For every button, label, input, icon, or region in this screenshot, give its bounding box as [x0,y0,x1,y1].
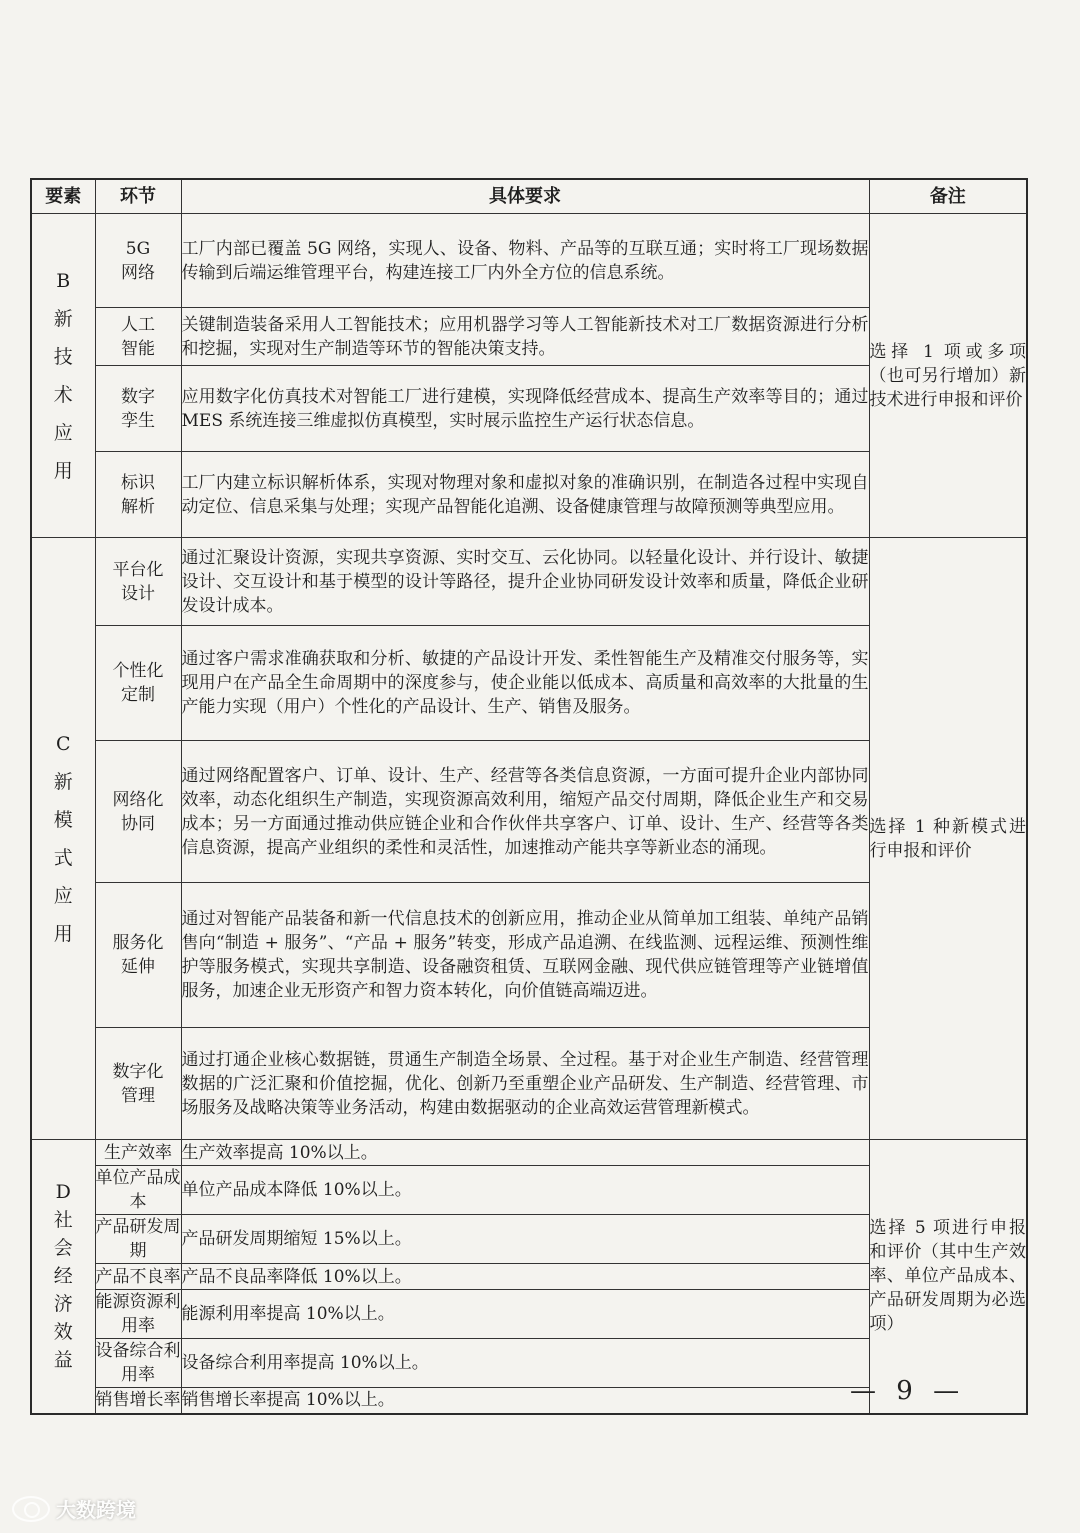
step-customization: 个性化 定制 [95,626,181,741]
step-digital-twin: 数字 孪生 [95,366,181,452]
step-5g-network: 5G 网络 [95,214,181,308]
step-rd-cycle: 产品研发周期 [95,1215,181,1264]
watermark-text: 大数跨境 [56,1498,136,1522]
table-row [31,1140,1027,1166]
requirements-table [30,178,1028,1415]
requirement-text: 工厂内建立标识解析体系，实现对物理对象和虚拟对象的准确识别，在制造各过程中实现自动定位、信息采集与处理；实现产品智能化追溯、设备健康管理与故障预测等典型应用。 [181,452,869,538]
table-header-row [31,179,1027,214]
header-step: 环节 [95,179,181,214]
requirement-text: 通过客户需求准确获取和分析、敏捷的产品设计开发、柔性智能生产及精准交付服务等，实现用户在产品全生命周期中的深度参与，使企业能以低成本、高质量和高效率的大批量的生产能力实现（用户）个性化的产品设计、生产、销售及服务。 [181,626,869,741]
step-network-collaboration: 网络化 协同 [95,741,181,883]
requirement-text: 通过对智能产品装备和新一代信息技术的创新应用，推动企业从简单加工组装、单纯产品销售向“制造 + 服务”、“产品 + 服务”转变，形成产品追溯、在线监测、远程运维、预测性维护等服务模式，实现共享制造、设备融资租赁、互联网金融、现代供应链管理等产业链增值服务，加速企业无形资产和智力资本转化，向价值链高端迈进。 [181,883,869,1028]
step-platform-design: 平台化 设计 [95,538,181,626]
note-b: 选择 1 项或多项（也可另行增加）新技术进行申报和评价 [869,214,1027,538]
step-defect-rate: 产品不良率 [95,1264,181,1290]
element-b: B 新 技 术 应 用 [31,214,95,538]
step-digital-management: 数字化 管理 [95,1028,181,1140]
step-sales-growth: 销售增长率 [95,1388,181,1414]
step-production-efficiency: 生产效率 [95,1140,181,1166]
step-energy-utilization: 能源资源利用率 [95,1290,181,1339]
page-number: — 9 — [850,1376,966,1406]
table-row [31,538,1027,626]
requirement-text: 工厂内部已覆盖 5G 网络，实现人、设备、物料、产品等的互联互通；实时将工厂现场数据传输到后端运维管理平台，构建连接工厂内外全方位的信息系统。 [181,214,869,308]
requirement-text: 销售增长率提高 10%以上。 [181,1388,869,1414]
requirement-text: 产品不良品率降低 10%以上。 [181,1264,869,1290]
watermark [12,1494,136,1523]
requirement-text: 通过网络配置客户、订单、设计、生产、经营等各类信息资源，一方面可提升企业内部协同效率，动态化组织生产制造，实现资源高效利用，缩短产品交付周期，降低企业生产和交易成本；另一方面通过推动供应链企业和合作伙伴共享客户、订单、设计、生产、经营等各类信息资源，提高产业组织的柔性和灵活性，加速推动产能共享等新业态的涌现。 [181,741,869,883]
step-ai: 人工 智能 [95,308,181,366]
requirement-text: 通过汇聚设计资源，实现共享资源、实时交互、云化协同。以轻量化设计、并行设计、敏捷设计、交互设计和基于模型的设计等路径，提升企业协同研发设计效率和质量，降低企业研发设计成本。 [181,538,869,626]
element-d: D 社 会 经 济 效 益 [31,1140,95,1414]
element-c: C 新 模 式 应 用 [31,538,95,1140]
note-c: 选择 1 种新模式进行申报和评价 [869,538,1027,1140]
step-identifier-resolution: 标识 解析 [95,452,181,538]
requirement-text: 应用数字化仿真技术对智能工厂进行建模，实现降低经营成本、提高生产效率等目的；通过 MES 系统连接三维虚拟仿真模型，实时展示监控生产运行状态信息。 [181,366,869,452]
requirement-text: 单位产品成本降低 10%以上。 [181,1166,869,1215]
requirement-text: 生产效率提高 10%以上。 [181,1140,869,1166]
header-note: 备注 [869,179,1027,214]
step-unit-cost: 单位产品成本 [95,1166,181,1215]
table-row [31,214,1027,308]
requirement-text: 关键制造装备采用人工智能技术；应用机器学习等人工智能新技术对工厂数据资源进行分析和挖掘，实现对生产制造等环节的智能决策支持。 [181,308,869,366]
watermark-logo-icon [12,1496,50,1522]
step-equipment-utilization: 设备综合利用率 [95,1339,181,1388]
requirement-text: 通过打通企业核心数据链，贯通生产制造全场景、全过程。基于对企业生产制造、经营管理数据的广泛汇聚和价值挖掘，优化、创新乃至重塑企业产品研发、生产制造、经营管理、市场服务及战略决策等业务活动，构建由数据驱动的企业高效运营管理新模式。 [181,1028,869,1140]
requirement-text: 产品研发周期缩短 15%以上。 [181,1215,869,1264]
step-service-extension: 服务化 延伸 [95,883,181,1028]
requirement-text: 设备综合利用率提高 10%以上。 [181,1339,869,1388]
header-element: 要素 [31,179,95,214]
header-requirement: 具体要求 [181,179,869,214]
requirement-text: 能源利用率提高 10%以上。 [181,1290,869,1339]
note-d: 选择 5 项进行申报和评价（其中生产效率、单位产品成本、产品研发周期为必选项） [869,1140,1027,1414]
